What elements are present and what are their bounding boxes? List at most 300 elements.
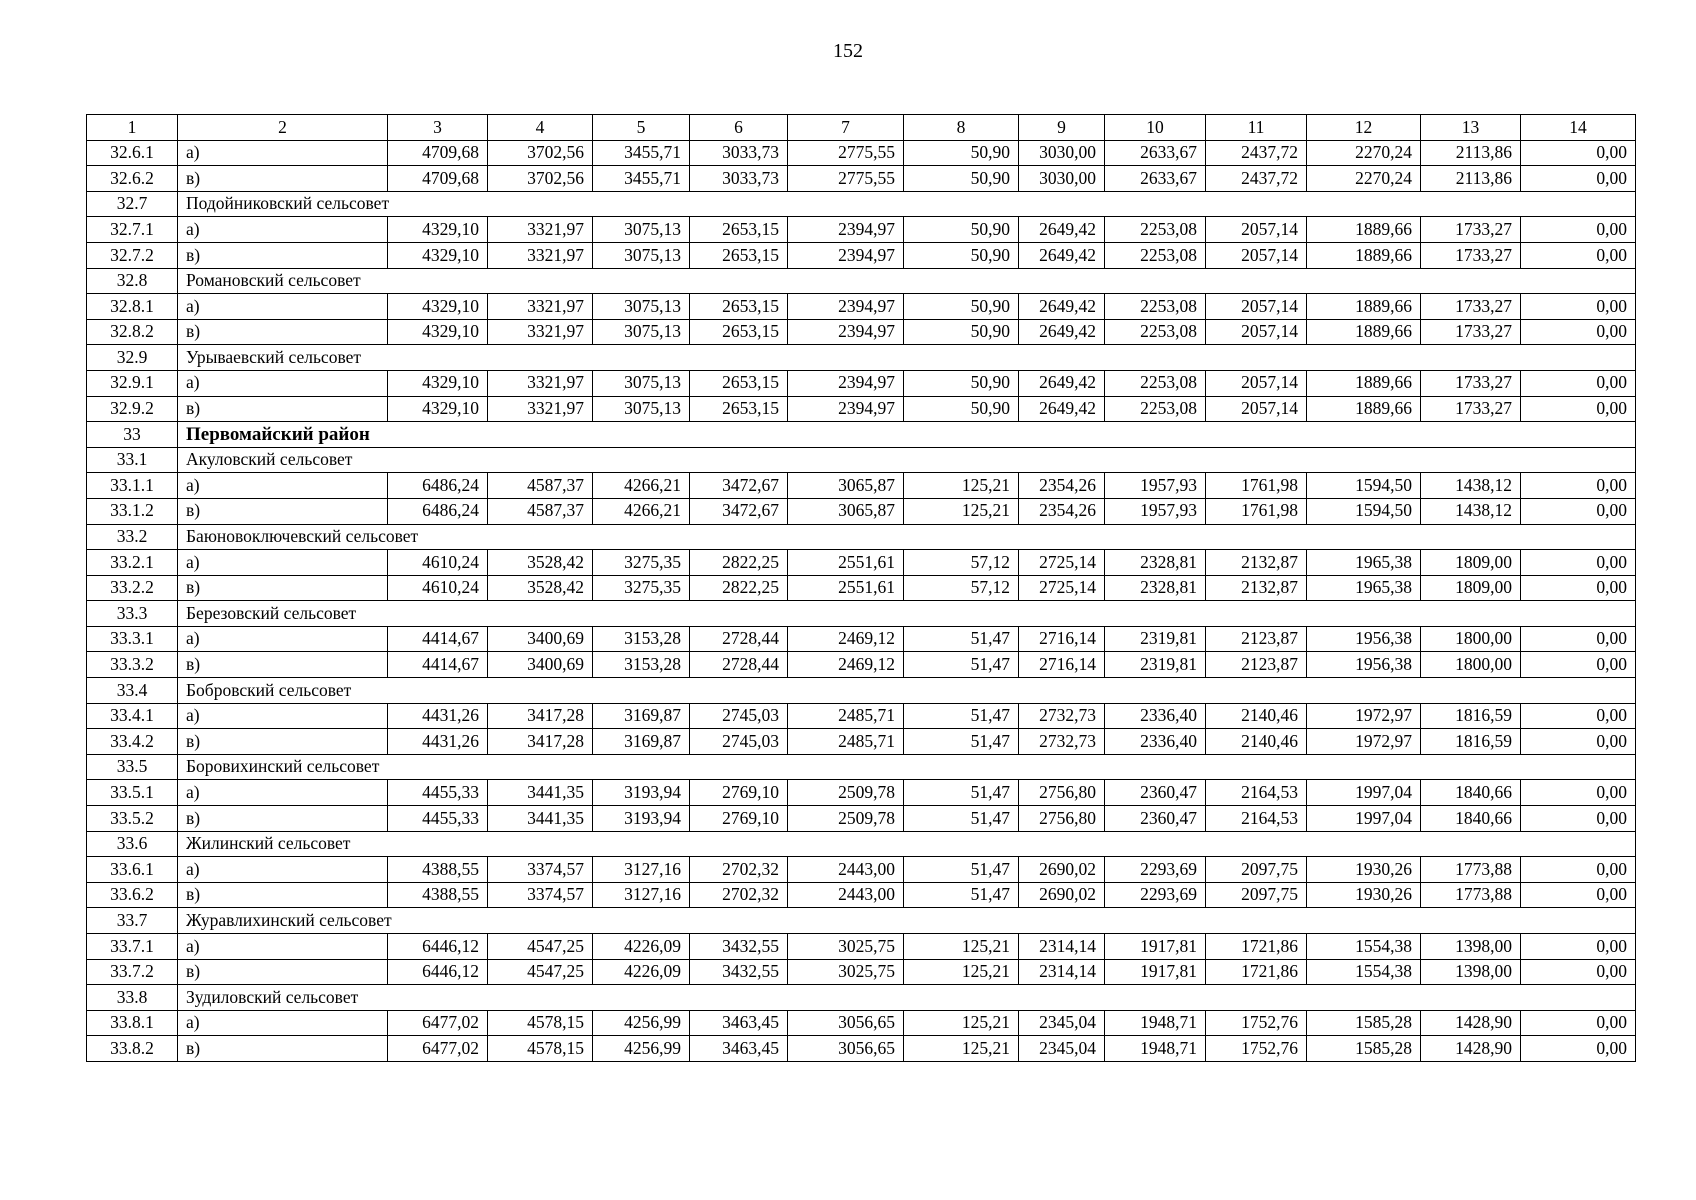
value-cell: 1948,71 xyxy=(1105,1036,1206,1062)
value-cell: 2345,04 xyxy=(1019,1036,1105,1062)
value-cell: 2097,75 xyxy=(1206,882,1307,908)
value-cell: 2551,61 xyxy=(788,575,904,601)
value-cell: 2336,40 xyxy=(1105,729,1206,755)
value-cell: 2253,08 xyxy=(1105,370,1206,396)
section-name: Журавлихинский сельсовет xyxy=(178,908,1636,934)
value-cell: 2319,81 xyxy=(1105,626,1206,652)
section-name: Боровихинский сельсовет xyxy=(178,754,1636,780)
value-cell: 4709,68 xyxy=(388,140,488,166)
header-cell: 5 xyxy=(593,115,690,141)
row-id: 33.3 xyxy=(87,601,178,627)
value-cell: 0,00 xyxy=(1521,396,1636,422)
value-cell: 3056,65 xyxy=(788,1036,904,1062)
row-variant: в) xyxy=(178,806,388,832)
value-cell: 51,47 xyxy=(904,882,1019,908)
value-cell: 50,90 xyxy=(904,396,1019,422)
value-cell: 3065,87 xyxy=(788,473,904,499)
row-id: 33.1.1 xyxy=(87,473,178,499)
table-row xyxy=(87,370,1636,396)
value-cell: 3528,42 xyxy=(488,575,593,601)
section-name: Зудиловский сельсовет xyxy=(178,985,1636,1011)
row-id: 32.9 xyxy=(87,345,178,371)
value-cell: 2132,87 xyxy=(1206,575,1307,601)
section-row xyxy=(87,678,1636,704)
value-cell: 1972,97 xyxy=(1307,703,1421,729)
value-cell: 50,90 xyxy=(904,166,1019,192)
value-cell: 2775,55 xyxy=(788,140,904,166)
value-cell: 1554,38 xyxy=(1307,934,1421,960)
value-cell: 4547,25 xyxy=(488,934,593,960)
table-row xyxy=(87,473,1636,499)
value-cell: 1438,12 xyxy=(1421,498,1521,524)
value-cell: 2732,73 xyxy=(1019,703,1105,729)
value-cell: 3321,97 xyxy=(488,396,593,422)
section-name: Акуловский сельсовет xyxy=(178,447,1636,473)
value-cell: 3472,67 xyxy=(690,498,788,524)
value-cell: 3275,35 xyxy=(593,550,690,576)
value-cell: 3321,97 xyxy=(488,242,593,268)
table-row xyxy=(87,575,1636,601)
value-cell: 1889,66 xyxy=(1307,396,1421,422)
value-cell: 2653,15 xyxy=(690,319,788,345)
value-cell: 51,47 xyxy=(904,806,1019,832)
value-cell: 2270,24 xyxy=(1307,166,1421,192)
section-name: Жилинский сельсовет xyxy=(178,831,1636,857)
header-cell: 8 xyxy=(904,115,1019,141)
value-cell: 1438,12 xyxy=(1421,473,1521,499)
value-cell: 2253,08 xyxy=(1105,294,1206,320)
row-id: 33.6.1 xyxy=(87,857,178,883)
row-id: 33.4.1 xyxy=(87,703,178,729)
value-cell: 1594,50 xyxy=(1307,473,1421,499)
value-cell: 125,21 xyxy=(904,498,1019,524)
row-variant: в) xyxy=(178,498,388,524)
row-id: 33.1.2 xyxy=(87,498,178,524)
value-cell: 2649,42 xyxy=(1019,217,1105,243)
value-cell: 2775,55 xyxy=(788,166,904,192)
value-cell: 0,00 xyxy=(1521,166,1636,192)
row-id: 32.9.2 xyxy=(87,396,178,422)
value-cell: 2745,03 xyxy=(690,729,788,755)
table-row xyxy=(87,652,1636,678)
value-cell: 2649,42 xyxy=(1019,242,1105,268)
row-id: 33.3.2 xyxy=(87,652,178,678)
value-cell: 50,90 xyxy=(904,319,1019,345)
value-cell: 4431,26 xyxy=(388,703,488,729)
value-cell: 3153,28 xyxy=(593,652,690,678)
row-id: 33.5 xyxy=(87,754,178,780)
row-id: 32.8.2 xyxy=(87,319,178,345)
section-name: Березовский сельсовет xyxy=(178,601,1636,627)
value-cell: 50,90 xyxy=(904,140,1019,166)
header-cell: 2 xyxy=(178,115,388,141)
table-row xyxy=(87,1010,1636,1036)
row-variant: в) xyxy=(178,319,388,345)
table-row xyxy=(87,294,1636,320)
row-variant: а) xyxy=(178,294,388,320)
value-cell: 2113,86 xyxy=(1421,140,1521,166)
table-row xyxy=(87,140,1636,166)
value-cell: 3321,97 xyxy=(488,217,593,243)
row-variant: а) xyxy=(178,1010,388,1036)
row-id: 33.4 xyxy=(87,678,178,704)
row-variant: в) xyxy=(178,166,388,192)
value-cell: 2293,69 xyxy=(1105,882,1206,908)
row-id: 32.8.1 xyxy=(87,294,178,320)
value-cell: 3400,69 xyxy=(488,652,593,678)
value-cell: 3455,71 xyxy=(593,140,690,166)
header-row xyxy=(87,115,1636,141)
value-cell: 1398,00 xyxy=(1421,959,1521,985)
value-cell: 2097,75 xyxy=(1206,857,1307,883)
value-cell: 4329,10 xyxy=(388,396,488,422)
value-cell: 2690,02 xyxy=(1019,857,1105,883)
value-cell: 0,00 xyxy=(1521,1010,1636,1036)
value-cell: 3463,45 xyxy=(690,1036,788,1062)
value-cell: 3169,87 xyxy=(593,729,690,755)
value-cell: 2485,71 xyxy=(788,703,904,729)
value-cell: 3025,75 xyxy=(788,934,904,960)
value-cell: 2725,14 xyxy=(1019,550,1105,576)
value-cell: 2745,03 xyxy=(690,703,788,729)
value-cell: 2551,61 xyxy=(788,550,904,576)
section-row xyxy=(87,345,1636,371)
value-cell: 1554,38 xyxy=(1307,959,1421,985)
value-cell: 4329,10 xyxy=(388,217,488,243)
section-name: Урываевский сельсовет xyxy=(178,345,1636,371)
value-cell: 1930,26 xyxy=(1307,857,1421,883)
value-cell: 3025,75 xyxy=(788,959,904,985)
value-cell: 0,00 xyxy=(1521,780,1636,806)
row-variant: а) xyxy=(178,780,388,806)
row-variant: а) xyxy=(178,473,388,499)
value-cell: 2649,42 xyxy=(1019,294,1105,320)
value-cell: 4226,09 xyxy=(593,959,690,985)
value-cell: 2394,97 xyxy=(788,319,904,345)
value-cell: 1956,38 xyxy=(1307,626,1421,652)
value-cell: 3432,55 xyxy=(690,959,788,985)
value-cell: 2057,14 xyxy=(1206,396,1307,422)
value-cell: 2509,78 xyxy=(788,806,904,832)
value-cell: 2394,97 xyxy=(788,396,904,422)
row-variant: в) xyxy=(178,882,388,908)
value-cell: 0,00 xyxy=(1521,934,1636,960)
value-cell: 4578,15 xyxy=(488,1036,593,1062)
value-cell: 2328,81 xyxy=(1105,575,1206,601)
district-name: Первомайский район xyxy=(178,422,1636,448)
value-cell: 4578,15 xyxy=(488,1010,593,1036)
row-id: 33.7.2 xyxy=(87,959,178,985)
row-id: 32.7.1 xyxy=(87,217,178,243)
section-row xyxy=(87,447,1636,473)
value-cell: 1889,66 xyxy=(1307,370,1421,396)
value-cell: 2702,32 xyxy=(690,857,788,883)
value-cell: 2057,14 xyxy=(1206,294,1307,320)
value-cell: 0,00 xyxy=(1521,217,1636,243)
value-cell: 4226,09 xyxy=(593,934,690,960)
value-cell: 2253,08 xyxy=(1105,396,1206,422)
value-cell: 51,47 xyxy=(904,626,1019,652)
value-cell: 0,00 xyxy=(1521,319,1636,345)
row-id: 33.5.1 xyxy=(87,780,178,806)
value-cell: 4547,25 xyxy=(488,959,593,985)
value-cell: 3127,16 xyxy=(593,882,690,908)
value-cell: 2394,97 xyxy=(788,370,904,396)
header-cell: 3 xyxy=(388,115,488,141)
section-row xyxy=(87,601,1636,627)
value-cell: 3193,94 xyxy=(593,780,690,806)
value-cell: 3374,57 xyxy=(488,857,593,883)
value-cell: 4266,21 xyxy=(593,498,690,524)
value-cell: 1594,50 xyxy=(1307,498,1421,524)
row-id: 32.8 xyxy=(87,268,178,294)
row-id: 33.5.2 xyxy=(87,806,178,832)
value-cell: 1428,90 xyxy=(1421,1036,1521,1062)
value-cell: 4455,33 xyxy=(388,806,488,832)
value-cell: 4388,55 xyxy=(388,857,488,883)
table-row xyxy=(87,217,1636,243)
row-id: 33.4.2 xyxy=(87,729,178,755)
row-id: 33.2.1 xyxy=(87,550,178,576)
value-cell: 1761,98 xyxy=(1206,473,1307,499)
row-id: 33.7 xyxy=(87,908,178,934)
table-row xyxy=(87,857,1636,883)
value-cell: 1972,97 xyxy=(1307,729,1421,755)
value-cell: 2649,42 xyxy=(1019,319,1105,345)
value-cell: 125,21 xyxy=(904,1010,1019,1036)
table-body xyxy=(87,140,1636,1061)
table-row xyxy=(87,780,1636,806)
value-cell: 3702,56 xyxy=(488,166,593,192)
value-cell: 1773,88 xyxy=(1421,882,1521,908)
value-cell: 1428,90 xyxy=(1421,1010,1521,1036)
row-id: 33.8 xyxy=(87,985,178,1011)
row-id: 33 xyxy=(87,422,178,448)
value-cell: 51,47 xyxy=(904,780,1019,806)
header-cell: 10 xyxy=(1105,115,1206,141)
value-cell: 2057,14 xyxy=(1206,319,1307,345)
value-cell: 2354,26 xyxy=(1019,473,1105,499)
value-cell: 3702,56 xyxy=(488,140,593,166)
value-cell: 3455,71 xyxy=(593,166,690,192)
value-cell: 0,00 xyxy=(1521,703,1636,729)
table-row xyxy=(87,729,1636,755)
value-cell: 1840,66 xyxy=(1421,806,1521,832)
value-cell: 51,47 xyxy=(904,857,1019,883)
value-cell: 1816,59 xyxy=(1421,729,1521,755)
value-cell: 2728,44 xyxy=(690,652,788,678)
row-id: 33.3.1 xyxy=(87,626,178,652)
value-cell: 3472,67 xyxy=(690,473,788,499)
value-cell: 1917,81 xyxy=(1105,959,1206,985)
value-cell: 6486,24 xyxy=(388,498,488,524)
value-cell: 0,00 xyxy=(1521,729,1636,755)
table-row xyxy=(87,396,1636,422)
value-cell: 2164,53 xyxy=(1206,806,1307,832)
value-cell: 2702,32 xyxy=(690,882,788,908)
value-cell: 1840,66 xyxy=(1421,780,1521,806)
value-cell: 0,00 xyxy=(1521,140,1636,166)
value-cell: 4329,10 xyxy=(388,370,488,396)
value-cell: 4414,67 xyxy=(388,652,488,678)
value-cell: 4388,55 xyxy=(388,882,488,908)
value-cell: 4266,21 xyxy=(593,473,690,499)
value-cell: 4709,68 xyxy=(388,166,488,192)
header-cell: 13 xyxy=(1421,115,1521,141)
value-cell: 57,12 xyxy=(904,575,1019,601)
section-row xyxy=(87,754,1636,780)
table-row xyxy=(87,319,1636,345)
value-cell: 2653,15 xyxy=(690,294,788,320)
value-cell: 0,00 xyxy=(1521,959,1636,985)
value-cell: 2443,00 xyxy=(788,857,904,883)
header-cell: 12 xyxy=(1307,115,1421,141)
value-cell: 1585,28 xyxy=(1307,1010,1421,1036)
value-cell: 3321,97 xyxy=(488,319,593,345)
district-row xyxy=(87,422,1636,448)
value-cell: 2253,08 xyxy=(1105,242,1206,268)
value-cell: 2057,14 xyxy=(1206,242,1307,268)
value-cell: 2354,26 xyxy=(1019,498,1105,524)
value-cell: 1733,27 xyxy=(1421,242,1521,268)
value-cell: 3056,65 xyxy=(788,1010,904,1036)
value-cell: 2057,14 xyxy=(1206,217,1307,243)
section-row xyxy=(87,908,1636,934)
value-cell: 3417,28 xyxy=(488,703,593,729)
value-cell: 2336,40 xyxy=(1105,703,1206,729)
value-cell: 2653,15 xyxy=(690,396,788,422)
value-cell: 1809,00 xyxy=(1421,575,1521,601)
value-cell: 1889,66 xyxy=(1307,242,1421,268)
value-cell: 125,21 xyxy=(904,934,1019,960)
value-cell: 2270,24 xyxy=(1307,140,1421,166)
header-cell: 7 xyxy=(788,115,904,141)
row-variant: в) xyxy=(178,652,388,678)
value-cell: 1917,81 xyxy=(1105,934,1206,960)
table-row xyxy=(87,498,1636,524)
row-variant: а) xyxy=(178,626,388,652)
row-variant: а) xyxy=(178,857,388,883)
value-cell: 3432,55 xyxy=(690,934,788,960)
value-cell: 0,00 xyxy=(1521,806,1636,832)
value-cell: 3033,73 xyxy=(690,166,788,192)
value-cell: 2123,87 xyxy=(1206,652,1307,678)
value-cell: 50,90 xyxy=(904,242,1019,268)
value-cell: 0,00 xyxy=(1521,626,1636,652)
value-cell: 3065,87 xyxy=(788,498,904,524)
value-cell: 1752,76 xyxy=(1206,1036,1307,1062)
value-cell: 1948,71 xyxy=(1105,1010,1206,1036)
table-row xyxy=(87,806,1636,832)
value-cell: 2732,73 xyxy=(1019,729,1105,755)
value-cell: 1733,27 xyxy=(1421,396,1521,422)
value-cell: 2328,81 xyxy=(1105,550,1206,576)
value-cell: 1800,00 xyxy=(1421,652,1521,678)
row-variant: а) xyxy=(178,370,388,396)
value-cell: 4455,33 xyxy=(388,780,488,806)
value-cell: 1733,27 xyxy=(1421,294,1521,320)
row-id: 32.9.1 xyxy=(87,370,178,396)
value-cell: 2360,47 xyxy=(1105,806,1206,832)
value-cell: 1930,26 xyxy=(1307,882,1421,908)
value-cell: 2633,67 xyxy=(1105,140,1206,166)
row-id: 32.6.2 xyxy=(87,166,178,192)
value-cell: 2690,02 xyxy=(1019,882,1105,908)
value-cell: 3463,45 xyxy=(690,1010,788,1036)
value-cell: 2769,10 xyxy=(690,806,788,832)
row-id: 32.7.2 xyxy=(87,242,178,268)
value-cell: 2394,97 xyxy=(788,217,904,243)
value-cell: 3374,57 xyxy=(488,882,593,908)
value-cell: 2649,42 xyxy=(1019,396,1105,422)
value-cell: 2653,15 xyxy=(690,242,788,268)
value-cell: 125,21 xyxy=(904,1036,1019,1062)
row-variant: в) xyxy=(178,1036,388,1062)
value-cell: 0,00 xyxy=(1521,498,1636,524)
table-row xyxy=(87,626,1636,652)
value-cell: 2140,46 xyxy=(1206,703,1307,729)
value-cell: 4329,10 xyxy=(388,294,488,320)
section-name: Романовский сельсовет xyxy=(178,268,1636,294)
value-cell: 2633,67 xyxy=(1105,166,1206,192)
value-cell: 0,00 xyxy=(1521,370,1636,396)
value-cell: 4329,10 xyxy=(388,319,488,345)
value-cell: 3441,35 xyxy=(488,780,593,806)
page-number: 152 xyxy=(833,40,863,62)
value-cell: 3528,42 xyxy=(488,550,593,576)
value-cell: 2293,69 xyxy=(1105,857,1206,883)
section-row xyxy=(87,268,1636,294)
value-cell: 1965,38 xyxy=(1307,550,1421,576)
value-cell: 4256,99 xyxy=(593,1010,690,1036)
row-variant: в) xyxy=(178,959,388,985)
value-cell: 2822,25 xyxy=(690,550,788,576)
value-cell: 2653,15 xyxy=(690,217,788,243)
value-cell: 2394,97 xyxy=(788,294,904,320)
value-cell: 1997,04 xyxy=(1307,780,1421,806)
table-row xyxy=(87,934,1636,960)
value-cell: 3075,13 xyxy=(593,370,690,396)
section-row xyxy=(87,524,1636,550)
value-cell: 50,90 xyxy=(904,217,1019,243)
row-variant: а) xyxy=(178,703,388,729)
value-cell: 2469,12 xyxy=(788,652,904,678)
value-cell: 2728,44 xyxy=(690,626,788,652)
value-cell: 50,90 xyxy=(904,370,1019,396)
table-row xyxy=(87,882,1636,908)
header-cell: 14 xyxy=(1521,115,1636,141)
value-cell: 2314,14 xyxy=(1019,959,1105,985)
value-cell: 2345,04 xyxy=(1019,1010,1105,1036)
value-cell: 1733,27 xyxy=(1421,217,1521,243)
value-cell: 2394,97 xyxy=(788,242,904,268)
row-variant: в) xyxy=(178,575,388,601)
value-cell: 2057,14 xyxy=(1206,370,1307,396)
section-row xyxy=(87,191,1636,217)
value-cell: 1957,93 xyxy=(1105,473,1206,499)
value-cell: 2769,10 xyxy=(690,780,788,806)
value-cell: 3400,69 xyxy=(488,626,593,652)
value-cell: 1889,66 xyxy=(1307,217,1421,243)
value-cell: 3193,94 xyxy=(593,806,690,832)
value-cell: 4610,24 xyxy=(388,550,488,576)
value-cell: 3321,97 xyxy=(488,294,593,320)
row-id: 33.2.2 xyxy=(87,575,178,601)
row-variant: в) xyxy=(178,396,388,422)
value-cell: 2716,14 xyxy=(1019,652,1105,678)
value-cell: 3033,73 xyxy=(690,140,788,166)
value-cell: 4587,37 xyxy=(488,498,593,524)
